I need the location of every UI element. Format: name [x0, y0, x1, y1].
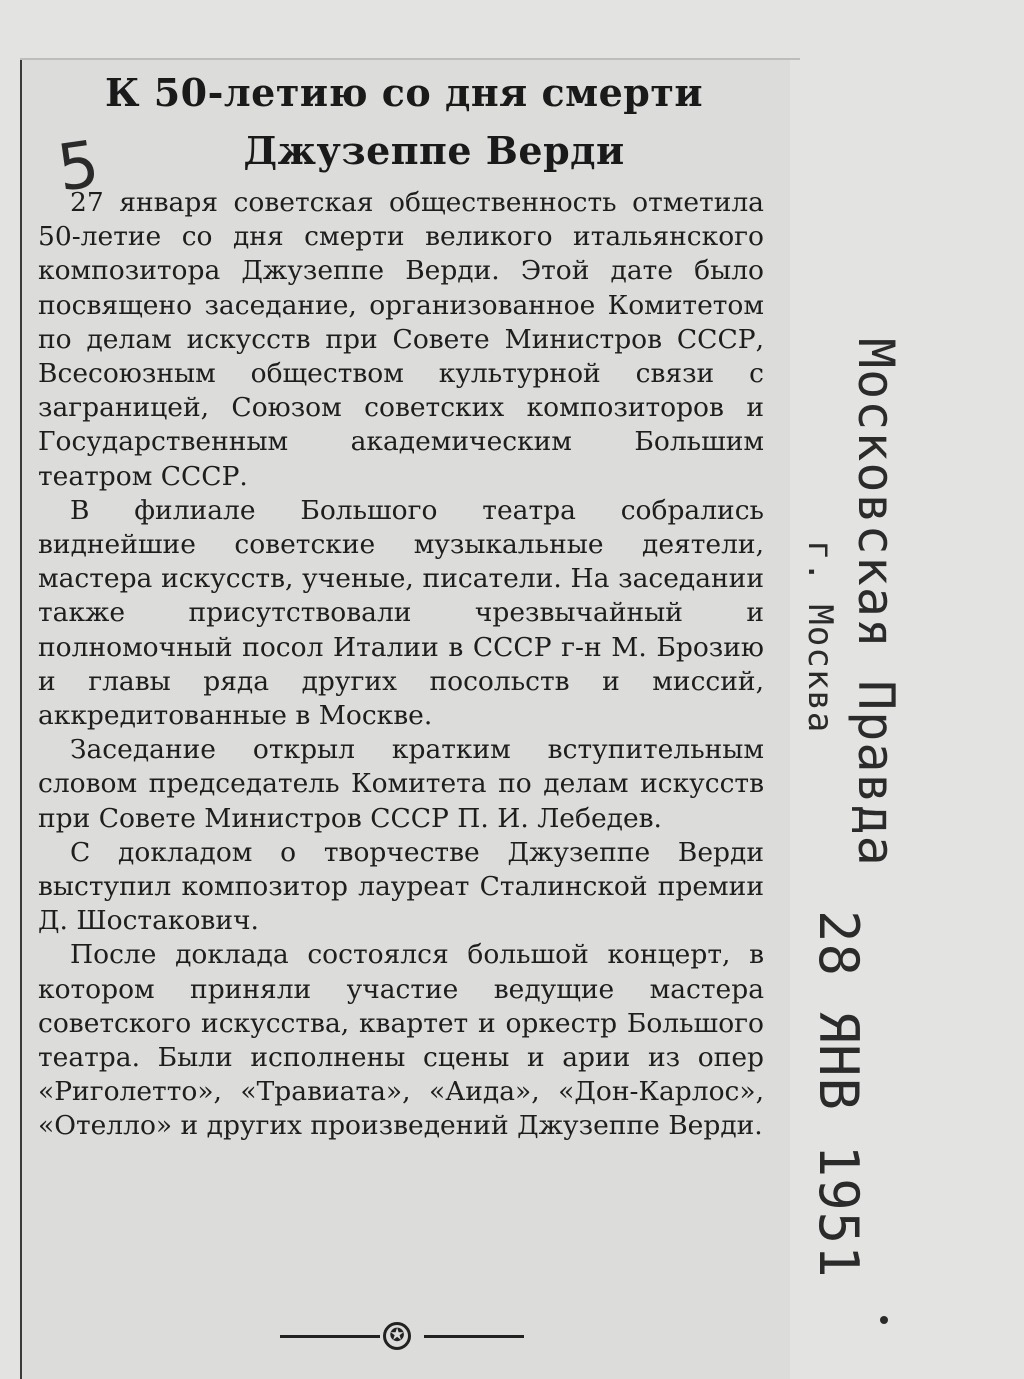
- star-icon: ✪: [383, 1322, 411, 1350]
- stamp-city: г. Москва: [800, 540, 840, 734]
- ink-dot: [880, 1316, 888, 1324]
- article-paragraph-3: Заседание открыл кратким вступительным словом председатель Комитета по делам искусств при Совете Министров СССР П. И. Лебедев.: [38, 734, 764, 834]
- article-end-divider: [280, 1322, 524, 1350]
- article-paragraph-4: С докладом о творчестве Джузеппе Верди выступил композитор лауреат Сталинской премии Д. Шостакович.: [38, 836, 764, 937]
- divider-line-right: [424, 1335, 524, 1338]
- stamp-newspaper-name: Московская Правда: [847, 338, 905, 867]
- article-paragraph-5: После доклада состоялся большой концерт, в котором приняли участие ведущие мастера советского искусства, квартет и оркестр Большого театра. Были исполнены сцены и арии из опер «Риголетто», «Травиата», «Аида», «Дон-Карлос», «Отелло» и других произведений Джузеппе Верди.: [38, 939, 764, 1142]
- headline-line-1: К 50-летию со дня смерти: [104, 70, 704, 115]
- clipping-edge: [20, 58, 800, 60]
- article-paragraph-2: В филиале Большого театра собрались виднейшие советские музыкальные деятели, мастера искусств, ученые, писатели. На заседании также присутствовали чрезвычайный и полномочный посол Италии в СССР г-н М. Брозию и главы ряда других посольств и миссий, аккредитованные в Москве.: [38, 494, 764, 732]
- article-body: [38, 186, 764, 1144]
- stamp-date: 28 ЯНВ 1951: [807, 910, 870, 1279]
- divider-line-left: [280, 1335, 380, 1338]
- headline-line-2: Джузеппе Верди: [243, 128, 625, 173]
- article-paragraph-1: 27 января советская общественность отметила 50-летие со дня смерти великого итальянского композитора Джузеппе Верди. Этой дате было посвящено заседание, организованное Комитетом по делам искусств при Совете Министров СССР, Всесоюзным обществом культурной связи с заграницей, Союзом советских композиторов и Государственным академическим Большим театром СССР.: [38, 187, 764, 492]
- handwritten-mark: 5: [53, 127, 104, 207]
